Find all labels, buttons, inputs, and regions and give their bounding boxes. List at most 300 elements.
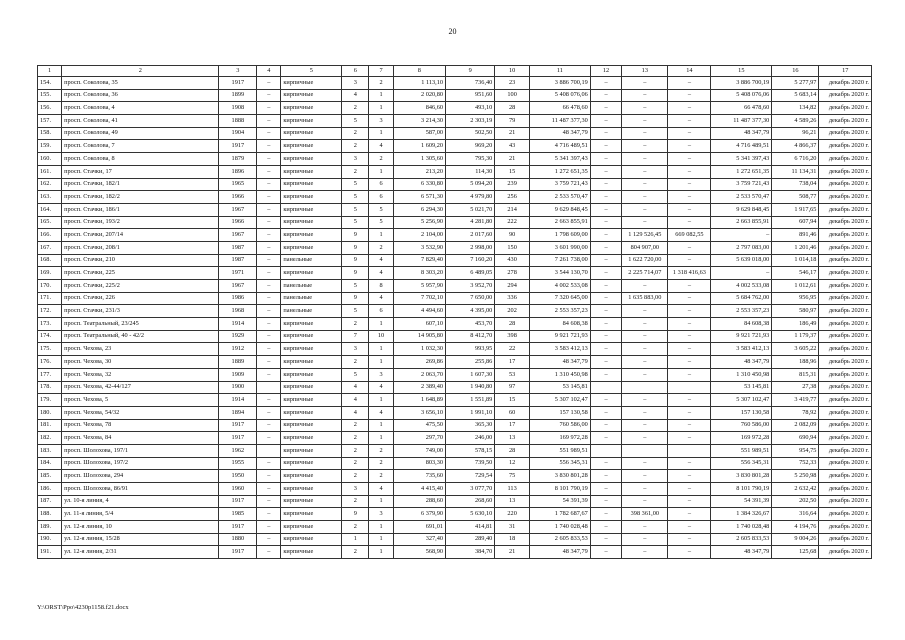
table-cell: 2 (342, 457, 369, 470)
table-cell: 2 533 570,47 (529, 191, 590, 204)
table-cell (668, 381, 711, 394)
table-cell: 155. (38, 89, 62, 102)
table-cell: 1 648,89 (393, 394, 445, 407)
table-cell: 1879 (219, 153, 257, 166)
table-cell: – (590, 140, 621, 153)
column-header: 6 (342, 66, 369, 77)
table-cell: 172. (38, 305, 62, 318)
table-cell: ул. 12-я линия, 15/28 (62, 533, 219, 546)
table-cell: – (257, 203, 281, 216)
table-cell: 23 (495, 77, 530, 90)
table-cell: 222 (495, 216, 530, 229)
table-cell: 48 347,79 (711, 546, 772, 559)
table-cell: кирпичные (281, 470, 342, 483)
table-cell: 134,82 (772, 102, 819, 115)
table-cell: 1880 (219, 533, 257, 546)
table-cell: 4 716 489,51 (711, 140, 772, 153)
table-cell: – (590, 203, 621, 216)
table-cell: 5 (342, 191, 369, 204)
table-cell: – (257, 343, 281, 356)
table-cell: 181. (38, 419, 62, 432)
table-cell: – (622, 368, 668, 381)
table-cell: 12 (495, 457, 530, 470)
table-cell: 1 032,30 (393, 343, 445, 356)
column-header: 4 (257, 66, 281, 77)
table-cell: кирпичные (281, 444, 342, 457)
table-cell: 15 (495, 165, 530, 178)
table-cell: 6 489,05 (446, 267, 495, 280)
table-cell: 3 (369, 115, 393, 128)
table-cell: 5 341 397,43 (529, 153, 590, 166)
table-cell: 4 002 533,08 (711, 280, 772, 293)
table-cell: кирпичные (281, 216, 342, 229)
table-cell: – (668, 203, 711, 216)
table-cell: кирпичные (281, 229, 342, 242)
table-cell: 749,00 (393, 444, 445, 457)
table-cell: декабрь 2020 г. (819, 533, 872, 546)
table-row (38, 483, 872, 496)
table-cell: 255,86 (446, 356, 495, 369)
table-cell: 2 998,00 (446, 241, 495, 254)
table-cell: 3 656,10 (393, 406, 445, 419)
table-cell: – (590, 419, 621, 432)
table-cell: 1986 (219, 292, 257, 305)
table-cell: 169 972,28 (711, 432, 772, 445)
table-cell: 170. (38, 280, 62, 293)
table-cell: 6 716,20 (772, 153, 819, 166)
table-cell: – (590, 153, 621, 166)
table-cell: – (668, 89, 711, 102)
table-row (38, 394, 872, 407)
table-cell: 1894 (219, 406, 257, 419)
table-cell: – (668, 127, 711, 140)
table-cell: – (622, 495, 668, 508)
table-cell: – (668, 533, 711, 546)
table-cell: – (590, 368, 621, 381)
table-cell: 2 553 357,23 (711, 305, 772, 318)
table-cell: 7 261 738,00 (529, 254, 590, 267)
table-cell: 157. (38, 115, 62, 128)
table-cell: 4 (369, 140, 393, 153)
table-cell: 1 179,37 (772, 330, 819, 343)
table-cell: 14 905,80 (393, 330, 445, 343)
table-cell: 18 (495, 533, 530, 546)
table-cell: 84 608,38 (711, 318, 772, 331)
table-cell: 1889 (219, 356, 257, 369)
table-cell: 9 629 848,45 (711, 203, 772, 216)
table-cell: 3 583 412,13 (529, 343, 590, 356)
table-cell: 66 478,60 (711, 102, 772, 115)
table-cell: 8 303,20 (393, 267, 445, 280)
table-cell: 1 384 326,67 (711, 508, 772, 521)
table-row (38, 495, 872, 508)
table-cell: 414,81 (446, 521, 495, 534)
table-cell: 2 (342, 546, 369, 559)
table-cell: – (257, 77, 281, 90)
table-cell: 1899 (219, 89, 257, 102)
table-cell: 1917 (219, 521, 257, 534)
table-cell: – (257, 267, 281, 280)
table-cell: 5 684 762,00 (711, 292, 772, 305)
table-cell: 6 (369, 305, 393, 318)
table-cell: 3 830 801,28 (529, 470, 590, 483)
table-cell: 1 272 651,35 (711, 165, 772, 178)
table-cell: 1987 (219, 241, 257, 254)
table-cell: 3 214,30 (393, 115, 445, 128)
table-cell: 3 (369, 508, 393, 521)
table-cell: 289,40 (446, 533, 495, 546)
table-cell: 6 330,80 (393, 178, 445, 191)
table-row (38, 330, 872, 343)
table-cell: декабрь 2020 г. (819, 153, 872, 166)
table-cell: 2 (342, 165, 369, 178)
table-cell: декабрь 2020 г. (819, 178, 872, 191)
table-cell: просп. Шолохова, 197/1 (62, 444, 219, 457)
table-cell: – (590, 216, 621, 229)
table-cell: – (668, 165, 711, 178)
table-cell: – (257, 280, 281, 293)
table-cell: 185. (38, 470, 62, 483)
table-cell: – (257, 165, 281, 178)
table-cell: 166. (38, 229, 62, 242)
table-cell: – (590, 343, 621, 356)
table-row (38, 343, 872, 356)
table-cell: 3 886 700,19 (711, 77, 772, 90)
table-cell: 214 (495, 203, 530, 216)
table-cell: – (590, 178, 621, 191)
table-cell: – (590, 280, 621, 293)
table-cell: 21 (495, 546, 530, 559)
table-cell: 190. (38, 533, 62, 546)
table-cell: – (622, 343, 668, 356)
table-cell: – (668, 356, 711, 369)
table-cell: панельные (281, 254, 342, 267)
header-row (38, 66, 872, 77)
table-cell: 7 160,20 (446, 254, 495, 267)
table-cell: декабрь 2020 г. (819, 419, 872, 432)
table-cell: 48 347,79 (529, 127, 590, 140)
table-row (38, 191, 872, 204)
table-cell: просп. Театральный, 40 - 42/2 (62, 330, 219, 343)
table-cell: 3 759 721,43 (529, 178, 590, 191)
table-cell: декабрь 2020 г. (819, 292, 872, 305)
table-cell: 178. (38, 381, 62, 394)
table-row (38, 267, 872, 280)
table-cell: ул. 11-я линия, 5/4 (62, 508, 219, 521)
table-cell: 4 (369, 254, 393, 267)
table-cell: 9 (342, 229, 369, 242)
table-cell: 3 886 700,19 (529, 77, 590, 90)
table-cell: 607,10 (393, 318, 445, 331)
table-cell: 2 (342, 521, 369, 534)
table-cell: 21 (495, 153, 530, 166)
table-cell: 79 (495, 115, 530, 128)
table-cell: – (257, 533, 281, 546)
table-cell: декабрь 2020 г. (819, 89, 872, 102)
table-cell: просп. Чехова, 84 (62, 432, 219, 445)
table-cell: 384,70 (446, 546, 495, 559)
table-cell: 6 (369, 178, 393, 191)
table-cell: декабрь 2020 г. (819, 483, 872, 496)
table-cell: 4 (342, 394, 369, 407)
table-cell: 475,50 (393, 419, 445, 432)
table-cell: 7 829,40 (393, 254, 445, 267)
table-row (38, 546, 872, 559)
table-cell: кирпичные (281, 394, 342, 407)
table-cell: 1 310 450,98 (711, 368, 772, 381)
table-cell: 288,60 (393, 495, 445, 508)
table-cell: декабрь 2020 г. (819, 318, 872, 331)
column-header: 2 (62, 66, 219, 77)
table-cell: 78,92 (772, 406, 819, 419)
table-body (38, 77, 872, 559)
table-cell: 1 917,65 (772, 203, 819, 216)
table-cell: просп. Соколова, 35 (62, 77, 219, 90)
table-cell: – (257, 241, 281, 254)
table-cell: 551 989,51 (529, 444, 590, 457)
table-row (38, 305, 872, 318)
table-cell: 7 650,00 (446, 292, 495, 305)
table-cell: 954,75 (772, 444, 819, 457)
table-cell: 956,95 (772, 292, 819, 305)
table-cell: кирпичные (281, 368, 342, 381)
table-cell: 2 (342, 102, 369, 115)
table-cell: – (590, 394, 621, 407)
table-cell: просп. Чехова, 78 (62, 419, 219, 432)
table-cell: 1965 (219, 178, 257, 191)
column-header: 14 (668, 66, 711, 77)
table-cell: – (668, 432, 711, 445)
table-cell: кирпичные (281, 89, 342, 102)
table-cell: декабрь 2020 г. (819, 165, 872, 178)
column-header: 11 (529, 66, 590, 77)
table-row (38, 508, 872, 521)
table-cell: – (622, 546, 668, 559)
table-cell: 3 952,70 (446, 280, 495, 293)
table-cell: 5 (342, 305, 369, 318)
table-cell: 736,40 (446, 77, 495, 90)
table-cell: – (622, 280, 668, 293)
table-cell: 4 (369, 483, 393, 496)
table-cell: 8 101 790,19 (529, 483, 590, 496)
table-row (38, 77, 872, 90)
table-cell: 556 345,31 (529, 457, 590, 470)
table-cell: 993,95 (446, 343, 495, 356)
table-cell: 2 (342, 432, 369, 445)
table-cell: – (668, 343, 711, 356)
table-cell: 803,30 (393, 457, 445, 470)
table-cell: 154. (38, 77, 62, 90)
table-row (38, 216, 872, 229)
table-cell: – (590, 330, 621, 343)
table-cell: – (590, 457, 621, 470)
table-cell: декабрь 2020 г. (819, 457, 872, 470)
table-cell: просп. Чехова, 5 (62, 394, 219, 407)
table-cell: просп. Соколова, 41 (62, 115, 219, 128)
table-cell: 430 (495, 254, 530, 267)
table-cell: 508,77 (772, 191, 819, 204)
table-cell: 239 (495, 178, 530, 191)
table-cell: 2 (369, 470, 393, 483)
table-cell: 4 866,37 (772, 140, 819, 153)
table-cell: просп. Стачки, 225 (62, 267, 219, 280)
table-cell: декабрь 2020 г. (819, 406, 872, 419)
table-cell: 1 305,60 (393, 153, 445, 166)
table-cell: – (590, 470, 621, 483)
table-cell: 752,33 (772, 457, 819, 470)
table-cell: кирпичные (281, 241, 342, 254)
table-cell: 2 (342, 140, 369, 153)
table-cell: 9 004,26 (772, 533, 819, 546)
table-cell: 1917 (219, 77, 257, 90)
table-cell: 795,30 (446, 153, 495, 166)
table-cell: 53 145,81 (711, 381, 772, 394)
table-row (38, 140, 872, 153)
table-cell: 1 (342, 533, 369, 546)
table-cell: 815,31 (772, 368, 819, 381)
table-cell: 100 (495, 89, 530, 102)
table-cell: 9 (342, 292, 369, 305)
table-cell: декабрь 2020 г. (819, 77, 872, 90)
table-cell: 9 (342, 508, 369, 521)
table-cell: 160. (38, 153, 62, 166)
table-cell: – (257, 368, 281, 381)
table-cell: 5 408 076,06 (529, 89, 590, 102)
table-cell: 5 957,90 (393, 280, 445, 293)
table-cell: – (590, 191, 621, 204)
table-cell: 1917 (219, 140, 257, 153)
table-cell: 5 (342, 216, 369, 229)
table-cell: 27,38 (772, 381, 819, 394)
table-cell: 7 (342, 330, 369, 343)
table-cell: 5 250,98 (772, 470, 819, 483)
table-cell: – (622, 77, 668, 90)
table-cell: 327,40 (393, 533, 445, 546)
table-cell: декабрь 2020 г. (819, 546, 872, 559)
table-cell: 1 113,10 (393, 77, 445, 90)
table-cell: 213,20 (393, 165, 445, 178)
table-cell: 48 347,79 (529, 356, 590, 369)
table-cell: кирпичные (281, 140, 342, 153)
table-cell: просп. Стачки, 226 (62, 292, 219, 305)
table-cell: – (622, 305, 668, 318)
table-cell: – (257, 318, 281, 331)
table-cell: декабрь 2020 г. (819, 343, 872, 356)
table-cell: 161. (38, 165, 62, 178)
table-cell: декабрь 2020 г. (819, 508, 872, 521)
table-cell: 17 (495, 356, 530, 369)
table-cell: кирпичные (281, 178, 342, 191)
table-cell: 4 (369, 406, 393, 419)
table-cell: 1968 (219, 305, 257, 318)
column-header: 16 (772, 66, 819, 77)
table-cell: 182. (38, 432, 62, 445)
column-header: 13 (622, 66, 668, 77)
table-row (38, 432, 872, 445)
table-cell: 5 341 397,43 (711, 153, 772, 166)
table-cell: 1971 (219, 267, 257, 280)
table-cell: 220 (495, 508, 530, 521)
table-cell: – (590, 89, 621, 102)
table-cell: 28 (495, 102, 530, 115)
table-cell: – (257, 292, 281, 305)
table-cell: 4 281,80 (446, 216, 495, 229)
table-cell: 4 494,60 (393, 305, 445, 318)
table-cell: 2 (342, 127, 369, 140)
table-cell: 188,96 (772, 356, 819, 369)
table-cell: – (590, 102, 621, 115)
table-cell: 1912 (219, 343, 257, 356)
table-cell: кирпичные (281, 330, 342, 343)
table-cell: – (668, 394, 711, 407)
table-cell: – (622, 521, 668, 534)
table-cell: 4 194,76 (772, 521, 819, 534)
table-cell: 1 (369, 356, 393, 369)
table-cell: – (622, 140, 668, 153)
table-cell: – (622, 533, 668, 546)
table-cell: 1917 (219, 432, 257, 445)
table-cell: 4 395,00 (446, 305, 495, 318)
table-row (38, 241, 872, 254)
column-header: 3 (219, 66, 257, 77)
table-cell: 1 607,30 (446, 368, 495, 381)
table-cell: 5 (342, 368, 369, 381)
table-cell: просп. Стачки, 208/1 (62, 241, 219, 254)
table-cell: 177. (38, 368, 62, 381)
table-cell: 8 101 790,19 (711, 483, 772, 496)
table-cell: 1 310 450,98 (529, 368, 590, 381)
table-cell: 1909 (219, 368, 257, 381)
table-cell: 2 797 083,00 (711, 241, 772, 254)
table-cell: просп. Стачки, 225/2 (62, 280, 219, 293)
table-cell: 268,60 (446, 495, 495, 508)
table-cell: 1896 (219, 165, 257, 178)
table-cell: 3 (342, 77, 369, 90)
table-cell: – (590, 356, 621, 369)
table-cell: 1 (369, 419, 393, 432)
table-cell: 186. (38, 483, 62, 496)
table-cell: – (622, 115, 668, 128)
table-cell: 365,30 (446, 419, 495, 432)
table-cell: 568,90 (393, 546, 445, 559)
table-cell: 2 (342, 470, 369, 483)
table-cell: 546,17 (772, 267, 819, 280)
table-row (38, 203, 872, 216)
table-cell: ул. 10-я линия, 4 (62, 495, 219, 508)
table-cell: – (622, 153, 668, 166)
table-cell: 316,64 (772, 508, 819, 521)
table-cell: 2 632,42 (772, 483, 819, 496)
table-cell: 669 082,55 (668, 229, 711, 242)
table-cell: 75 (495, 470, 530, 483)
table-cell: кирпичные (281, 267, 342, 280)
table-cell: кирпичные (281, 77, 342, 90)
table-row (38, 102, 872, 115)
table-cell: – (668, 191, 711, 204)
table-cell: 3 759 721,43 (711, 178, 772, 191)
table-cell: 3 077,70 (446, 483, 495, 496)
table-cell: 5 683,14 (772, 89, 819, 102)
table-cell: 760 586,00 (711, 419, 772, 432)
table-cell: 169 972,28 (529, 432, 590, 445)
table-cell: просп. Стачки, 186/1 (62, 203, 219, 216)
table-cell: 9 (342, 241, 369, 254)
column-header: 17 (819, 66, 872, 77)
table-cell: 5 (369, 216, 393, 229)
table-cell: 97 (495, 381, 530, 394)
table-cell: кирпичные (281, 203, 342, 216)
table-cell: 1 782 687,67 (529, 508, 590, 521)
